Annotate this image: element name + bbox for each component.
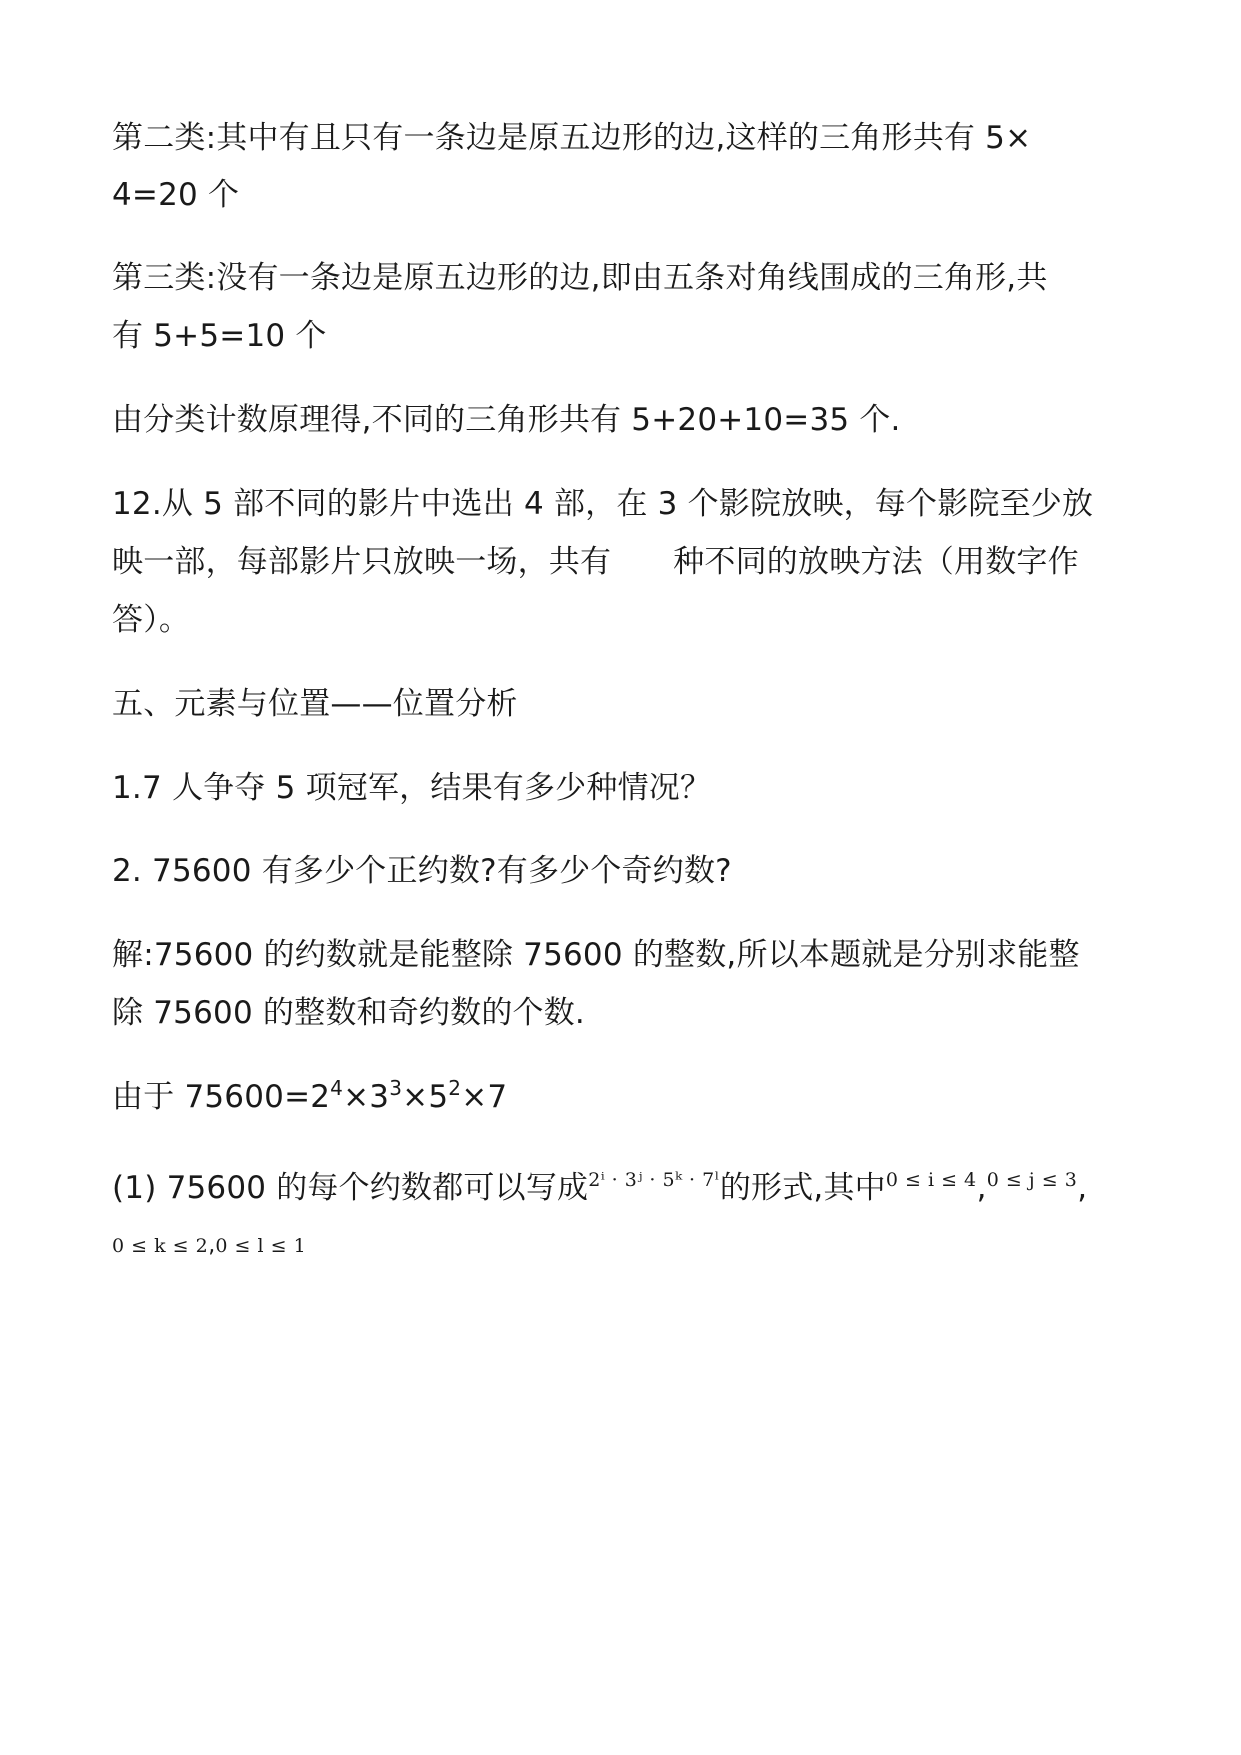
separator: , <box>208 1233 216 1258</box>
question-12-text-after-blank: 种不同的放映方法（用数字作 <box>673 544 1079 580</box>
part-1-text: (1) 75600 的每个约数都可以写成 <box>112 1170 589 1206</box>
section-heading: 五、元素与位置——位置分析 <box>112 686 518 722</box>
factorization-line <box>112 1077 507 1117</box>
question-12-text-before-blank: 映一部，每部影片只放映一场，共有 <box>112 544 612 580</box>
solution-line-2: 除 75600 的整数和奇约数的个数. <box>112 995 585 1031</box>
question-12-line-1: 12.从 5 部不同的影片中选出 4 部，在 3 个影院放映，每个影院至少放 <box>112 486 1094 522</box>
question-12-line-3: 答）。 <box>112 602 191 638</box>
exponent: 2 <box>448 1076 462 1100</box>
factorization-term: ×3 <box>343 1079 390 1115</box>
factorization-term: ×7 <box>461 1079 508 1115</box>
factorization-term: ×5 <box>402 1079 449 1115</box>
range-j: 0 ≤ j ≤ 3 <box>986 1169 1078 1191</box>
separator: , <box>1077 1170 1088 1206</box>
range-l: 0 ≤ l ≤ 1 <box>215 1235 307 1257</box>
text-line: 第二类:其中有且只有一条边是原五边形的边,这样的三角形共有 5× <box>112 120 1032 156</box>
range-i: 0 ≤ i ≤ 4 <box>885 1169 977 1191</box>
text-line: 有 5+5=10 个 <box>112 318 327 354</box>
part-1-text: 的形式,其中 <box>719 1170 886 1206</box>
text-line: 由分类计数原理得,不同的三角形共有 5+20+10=35 个. <box>112 402 901 438</box>
divisor-formula: 2ⁱ · 3ʲ · 5ᵏ · 7ˡ <box>588 1169 720 1191</box>
part-1-line-2 <box>112 1222 306 1266</box>
part-1-line-1 <box>112 1160 1087 1208</box>
solution-line-1: 解:75600 的约数就是能整除 75600 的整数,所以本题就是分别求能整 <box>112 937 1080 973</box>
question-2: 2. 75600 有多少个正约数?有多少个奇约数? <box>112 853 732 889</box>
question-12-line-2 <box>112 542 1079 582</box>
question-1: 1.7 人争夺 5 项冠军，结果有多少种情况？ <box>112 770 712 806</box>
text-line: 4=20 个 <box>112 177 240 213</box>
factorization-prefix: 由于 75600=2 <box>112 1079 331 1115</box>
range-k: 0 ≤ k ≤ 2 <box>112 1235 209 1257</box>
exponent: 4 <box>330 1076 344 1100</box>
text-line: 第三类:没有一条边是原五边形的边,即由五条对角线围成的三角形,共 <box>112 260 1048 296</box>
separator: , <box>976 1170 987 1206</box>
exponent: 3 <box>389 1076 403 1100</box>
